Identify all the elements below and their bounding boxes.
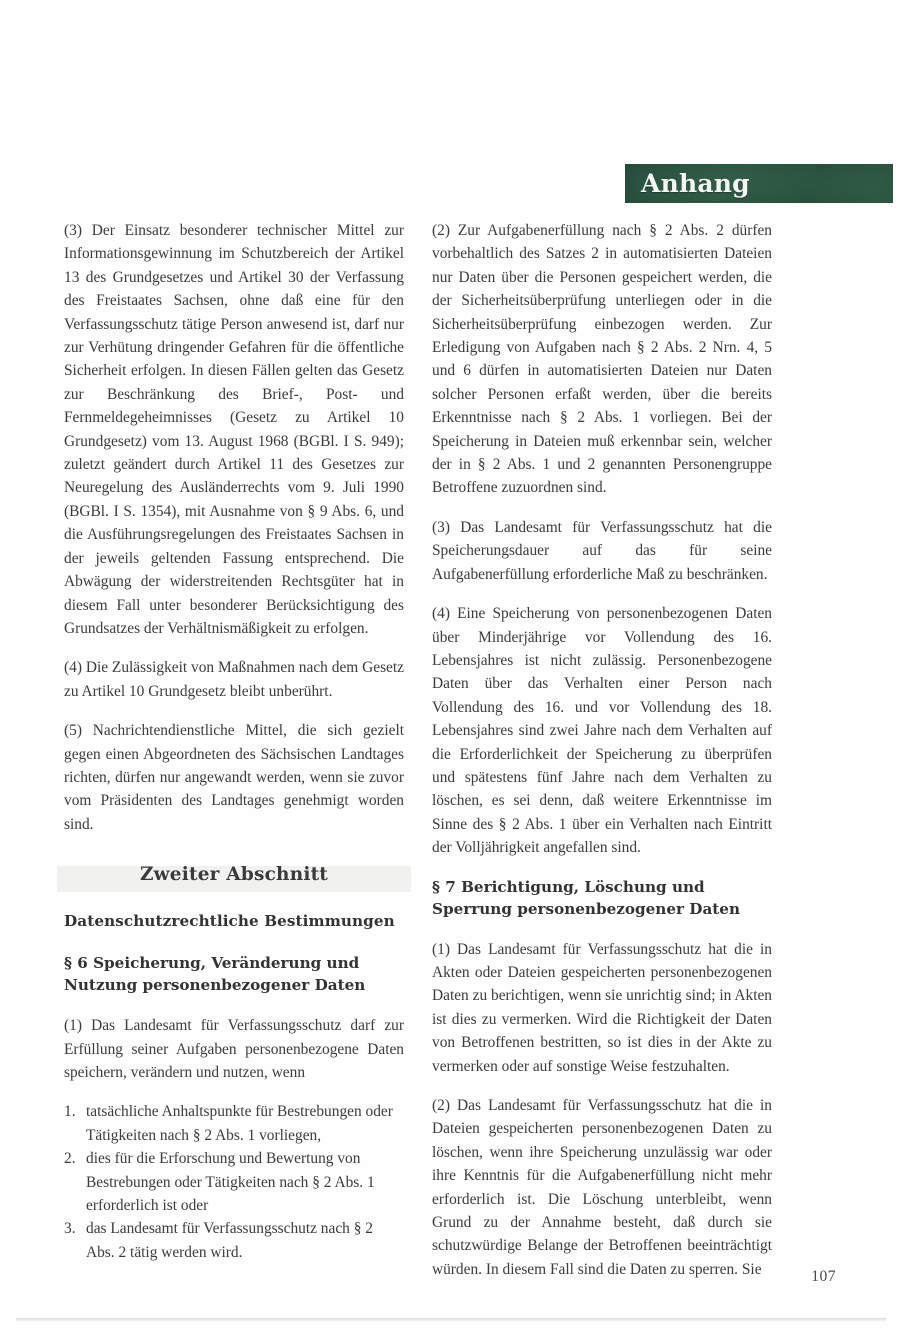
subsection-heading: Datenschutzrechtliche Bestimmungen bbox=[64, 912, 395, 931]
right-column bbox=[432, 219, 772, 1281]
left-column bbox=[64, 219, 404, 1264]
list-item bbox=[64, 1100, 404, 1147]
section-heading-text: Zweiter Abschnitt bbox=[139, 864, 329, 886]
list-item bbox=[64, 1217, 404, 1264]
list-item-marker: 2. bbox=[64, 1150, 76, 1168]
paragraph-7-1: (1) Das Landesamt für Verfassungsschutz hat die in Akten oder Dateien gespeicherten personenbezogenen Daten zu berichtigen, wenn sie unrichtig sind; in Akten ist dies zu vermerken. Wird die Richtigkeit der Daten von Betroffenen bestritten, so ist dies in der Akte zu vermerken oder auf sonstige Weise festzuhalten. bbox=[432, 940, 772, 1075]
paragraph-2: (2) Zur Aufgabenerfüllung nach § 2 Abs. 2 dürfen vorbehaltlich des Satzes 2 in automatisierten Dateien nur Daten über die Personen gespeichert werden, die der Sicherheitsüberprüfung unterliegen oder in die Sicherheitsüberprüfung einbezogen werden. Zur Erledigung von Aufgaben nach § 2 Abs. 2 Nrn. 4, 5 und 6 dürfen in automatisierten Dateien nur Daten solcher Personen erfaßt werden, über die bereits Erkenntnisse nach § 2 Abs. 1 vorliegen. Bei der Speicherung in Dateien muß erkennbar sein, welcher der in § 2 Abs. 1 und 2 genannten Personengruppe Betroffene zuzuordnen sind. bbox=[432, 222, 772, 497]
list-item bbox=[64, 1147, 404, 1217]
paragraph-3: (3) Der Einsatz besonderer technischer Mittel zur Informationsgewinnung im Schutzbereich der Artikel 13 des Grundgesetzes und Artikel 30 der Verfassung des Freistaates Sachsen, ohne daß eine für den Verfassungsschutz tätige Person anwesend ist, darf nur zur Verhütung dringender Gefahren für die öffentliche Sicherheit erfolgen. In diesen Fällen gelten das Gesetz zur Beschränkung des Brief-, Post- und Fernmeldegeheimnisses (Gesetz zu Artikel 10 Grundgesetz) vom 13. August 1968 (BGBl. I S. 949); zuletzt geändert durch Artikel 11 des Gesetzes zur Neuregelung des Ausländerrechts vom 9. Juli 1990 (BGBl. I S. 1354), mit Ausnahme von § 9 Abs. 6, und die Ausführungsregelungen des Freistaates Sachsen in der jeweils geltenden Fassung entsprechend. Die Abwägung der widerstreitenden Rechtsgüter hat in diesem Fall unter besonderer Berücksichtigung des Grundsatzes der Verhältnismäßigkeit zu erfolgen. bbox=[64, 222, 404, 637]
paragraph-6-intro: (1) Das Landesamt für Verfassungsschutz darf zur Erfüllung seiner Aufgaben personenbezogene Daten speichern, verändern und nutzen, wenn bbox=[64, 1017, 404, 1081]
paragraph-4-right: (4) Eine Speicherung von personenbezogenen Daten über Minderjährige vor Vollendung des 16. Lebensjahres ist nicht zulässig. Personenbezogene Daten über das Verhalten einer Person nach Vollendung des 16. und vor Vollendung des 18. Lebensjahres sind zwei Jahre nach dem Verhalten auf die Erforderlichkeit der Speicherung zu überprüfen und spätestens fünf Jahre nach dem Verhalten zu löschen, es sei denn, daß weitere Erkenntnisse im Sinne des § 2 Abs. 1 über ein Verhalten nach Eintritt der Volljährigkeit angefallen sind. bbox=[432, 605, 772, 857]
page-number: 107 bbox=[811, 1268, 836, 1285]
paragraph-4: (4) Die Zulässigkeit von Maßnahmen nach dem Gesetz zu Artikel 10 Grundgesetz bleibt unberührt. bbox=[64, 659, 404, 700]
paragraph-3-right: (3) Das Landesamt für Verfassungsschutz hat die Speicherungsdauer auf das für seine Aufgabenerfüllung erforderliche Maß zu beschränken. bbox=[432, 518, 772, 583]
paragraph-5: (5) Nachrichtendienstliche Mittel, die sich gezielt gegen einen Abgeordneten des Sächsischen Landtages richten, dürfen nur angewandt werden, wenn sie zuvor vom Präsidenten des Landtages genehmigt worden sind. bbox=[64, 722, 404, 833]
list-item-text: dies für die Erforschung und Bewertung von Bestrebungen oder Tätigkeiten nach § 2 Abs. 1 erforderlich ist oder bbox=[86, 1150, 375, 1214]
list-item-text: tatsächliche Anhaltspunkte für Bestrebungen oder Tätigkeiten nach § 2 Abs. 1 vorliegen, bbox=[86, 1103, 393, 1144]
list-item-marker: 3. bbox=[64, 1220, 76, 1238]
scan-edge-artifact bbox=[16, 1318, 886, 1322]
enumerated-list bbox=[64, 1100, 404, 1264]
paragraph-heading-7: § 7 Berichtigung, Löschung und Sperrung personenbezogener Daten bbox=[432, 877, 740, 918]
paragraph-7-2: (2) Das Landesamt für Verfassungsschutz hat die in Dateien gespeicherten personenbezogenen Daten zu löschen, wenn ihre Speicherung unzulässig war oder ihre Kenntnis für die Aufgabenerfüllung nicht mehr erforderlich ist. Die Löschung unterbleibt, wenn Grund zu der Annahme besteht, daß durch sie schutzwürdige Belange der Betroffenen beeinträchtigt würden. In diesem Fall sind die Daten zu sperren. Sie bbox=[432, 1097, 772, 1278]
paragraph-heading-6: § 6 Speicherung, Veränderung und Nutzung personenbezogener Daten bbox=[64, 954, 366, 995]
banner-title: Anhang bbox=[641, 168, 750, 198]
section-heading-zweiter-abschnitt bbox=[64, 864, 404, 885]
running-head-banner bbox=[625, 164, 893, 203]
list-item-text: das Landesamt für Verfassungsschutz nach § 2 Abs. 2 tätig werden wird. bbox=[86, 1220, 373, 1261]
list-item-marker: 1. bbox=[64, 1103, 76, 1121]
